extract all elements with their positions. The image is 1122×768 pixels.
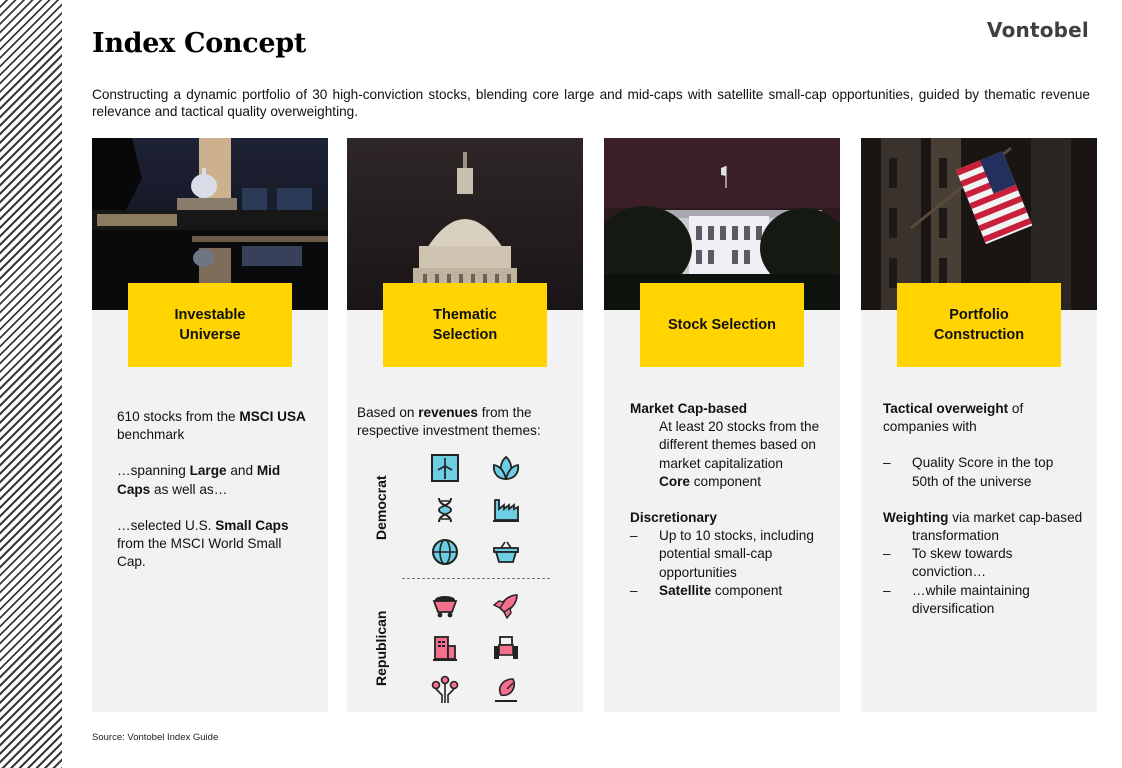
badge-line: Portfolio: [949, 307, 1009, 323]
bold-text: Mid Caps: [117, 463, 281, 497]
bullet-item: – To skew towards conviction…: [883, 545, 1083, 581]
caps-paragraph: [117, 462, 307, 498]
bullet-item: – Quality Score in the top 50th of the universe: [883, 454, 1083, 490]
bold-text: MSCI USA: [239, 409, 306, 424]
dna-icon: [430, 495, 460, 525]
column-thematic-selection: [347, 138, 583, 712]
intro-text: Constructing a dynamic portfolio of 30 high-conviction stocks, blending core large and mid-caps with satellite small-cap opportunities, guided by thematic revenue relevance and tactical quality overweighting.: [92, 87, 1090, 119]
bold-text: Large: [189, 463, 227, 479]
column-body: [883, 400, 1083, 618]
column-portfolio-construction: [861, 138, 1097, 712]
bullet-item: – Up to 10 stocks, including potential small-cap opportunities: [630, 527, 835, 582]
bold-text: revenues: [418, 405, 478, 420]
network-nodes-icon: [430, 675, 460, 705]
column-investable-universe: [92, 138, 328, 712]
text: and: [226, 463, 257, 479]
core-component-line: [630, 473, 835, 491]
source-note: Source: Vontobel Index Guide: [92, 732, 219, 743]
bold-text: Tactical overweight: [883, 401, 1009, 416]
text: Based on: [357, 405, 419, 420]
weighting-line: [883, 509, 1083, 545]
decorative-hatch-stripe: [0, 0, 62, 768]
badge-line: Thematic: [433, 307, 497, 323]
wind-turbine-icon: [430, 453, 460, 483]
globe-icon: [430, 537, 460, 567]
text: via market cap-based transformation: [912, 509, 1083, 544]
rocket-icon: [491, 591, 521, 621]
step-badge-portfolio-construction: [897, 283, 1061, 367]
column-body: [630, 400, 835, 600]
tactical-overweight-line: [883, 400, 1083, 436]
step-badge-stock-selection: Stock Selection: [640, 283, 804, 367]
group-label-republican: Republican: [373, 610, 389, 686]
tractor-icon: [491, 633, 521, 663]
bullet-item: – …while maintaining diversification: [883, 582, 1083, 618]
column-stock-selection: [604, 138, 840, 712]
text: as well as…: [150, 481, 228, 497]
badge-line: Construction: [933, 327, 1025, 343]
text: from the MSCI World Small Cap.: [117, 536, 282, 570]
vontobel-logo: Vontobel: [986, 18, 1089, 42]
bold-text: Weighting: [883, 509, 949, 525]
leaves-icon: [491, 453, 521, 483]
badge-line: Universe: [179, 327, 241, 343]
column-body: [117, 408, 307, 589]
text: …selected U.S.: [117, 517, 216, 533]
text: component: [711, 582, 783, 598]
text: of companies with: [883, 401, 1024, 435]
bold-text: Core: [659, 473, 690, 489]
text: 610 stocks from the: [117, 409, 240, 424]
group-label-democrat: Democrat: [373, 475, 389, 540]
bullet-item: [630, 582, 835, 600]
step-badge-thematic-selection: [383, 283, 547, 367]
small-caps-paragraph: [117, 517, 307, 572]
text: component: [689, 473, 762, 489]
text: benchmark: [117, 427, 185, 443]
section-heading-discretionary: Discretionary: [630, 510, 717, 526]
badge-line: Selection: [432, 327, 498, 343]
text: …spanning: [117, 463, 190, 479]
section-heading-market-cap: Market Cap-based: [630, 401, 748, 416]
step-badge-investable-universe: [128, 283, 292, 367]
bold-text: Satellite: [659, 582, 712, 598]
text: from the respective investment themes:: [357, 405, 541, 439]
factory-icon: [491, 495, 521, 525]
badge-line: Investable: [174, 307, 246, 323]
party-divider: [402, 578, 550, 579]
building-icon: [430, 633, 460, 663]
page-title: Index Concept: [92, 28, 307, 59]
market-cap-description: At least 20 stocks from the different themes based on market capitalization: [659, 419, 820, 471]
basket-icon: [491, 537, 521, 567]
thematic-intro: [357, 404, 577, 440]
universe-paragraph: [117, 408, 307, 444]
satellite-dish-icon: [491, 675, 521, 705]
bold-text: Small Caps: [215, 517, 289, 533]
mining-cart-icon: [430, 591, 460, 621]
